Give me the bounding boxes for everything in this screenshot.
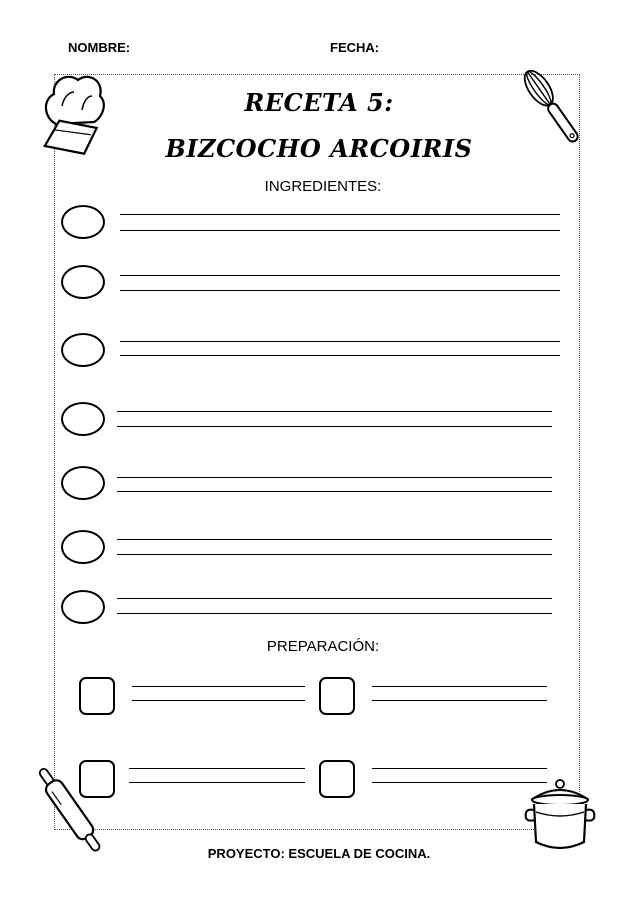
- write-line: [117, 539, 552, 540]
- write-line: [117, 613, 552, 614]
- write-line: [117, 477, 552, 478]
- write-line: [117, 554, 552, 555]
- recipe-number-title: RECETA 5:: [244, 88, 394, 117]
- ingredient-bullet: [61, 205, 105, 239]
- cooking-pot-icon: [524, 778, 596, 854]
- write-line: [117, 491, 552, 492]
- write-line: [117, 411, 552, 412]
- write-line: [120, 230, 560, 231]
- step-box: [319, 760, 355, 798]
- write-line: [120, 341, 560, 342]
- ingredient-bullet: [61, 333, 105, 367]
- write-line: [372, 768, 547, 769]
- step-box: [79, 677, 115, 715]
- write-line: [129, 768, 305, 769]
- write-line: [120, 290, 560, 291]
- preparation-heading: PREPARACIÓN:: [266, 638, 380, 655]
- fecha-label: FECHA:: [330, 40, 380, 55]
- write-line: [120, 355, 560, 356]
- project-footer: PROYECTO: ESCUELA DE COCINA.: [207, 846, 431, 861]
- ingredient-bullet: [61, 466, 105, 500]
- write-line: [372, 686, 547, 687]
- nombre-label: NOMBRE:: [68, 40, 131, 55]
- write-line: [372, 782, 547, 783]
- ingredients-heading: INGREDIENTES:: [264, 178, 382, 195]
- write-line: [132, 686, 305, 687]
- recipe-name-title: BIZCOCHO ARCOIRIS: [165, 134, 473, 163]
- write-line: [117, 426, 552, 427]
- write-line: [372, 700, 547, 701]
- write-line: [129, 782, 305, 783]
- rolling-pin-icon: [36, 760, 106, 860]
- write-line: [132, 700, 305, 701]
- write-line: [117, 598, 552, 599]
- step-box: [319, 677, 355, 715]
- write-line: [120, 275, 560, 276]
- ingredient-bullet: [61, 402, 105, 436]
- ingredient-bullet: [61, 590, 105, 624]
- write-line: [120, 214, 560, 215]
- ingredient-bullet: [61, 530, 105, 564]
- ingredient-bullet: [61, 265, 105, 299]
